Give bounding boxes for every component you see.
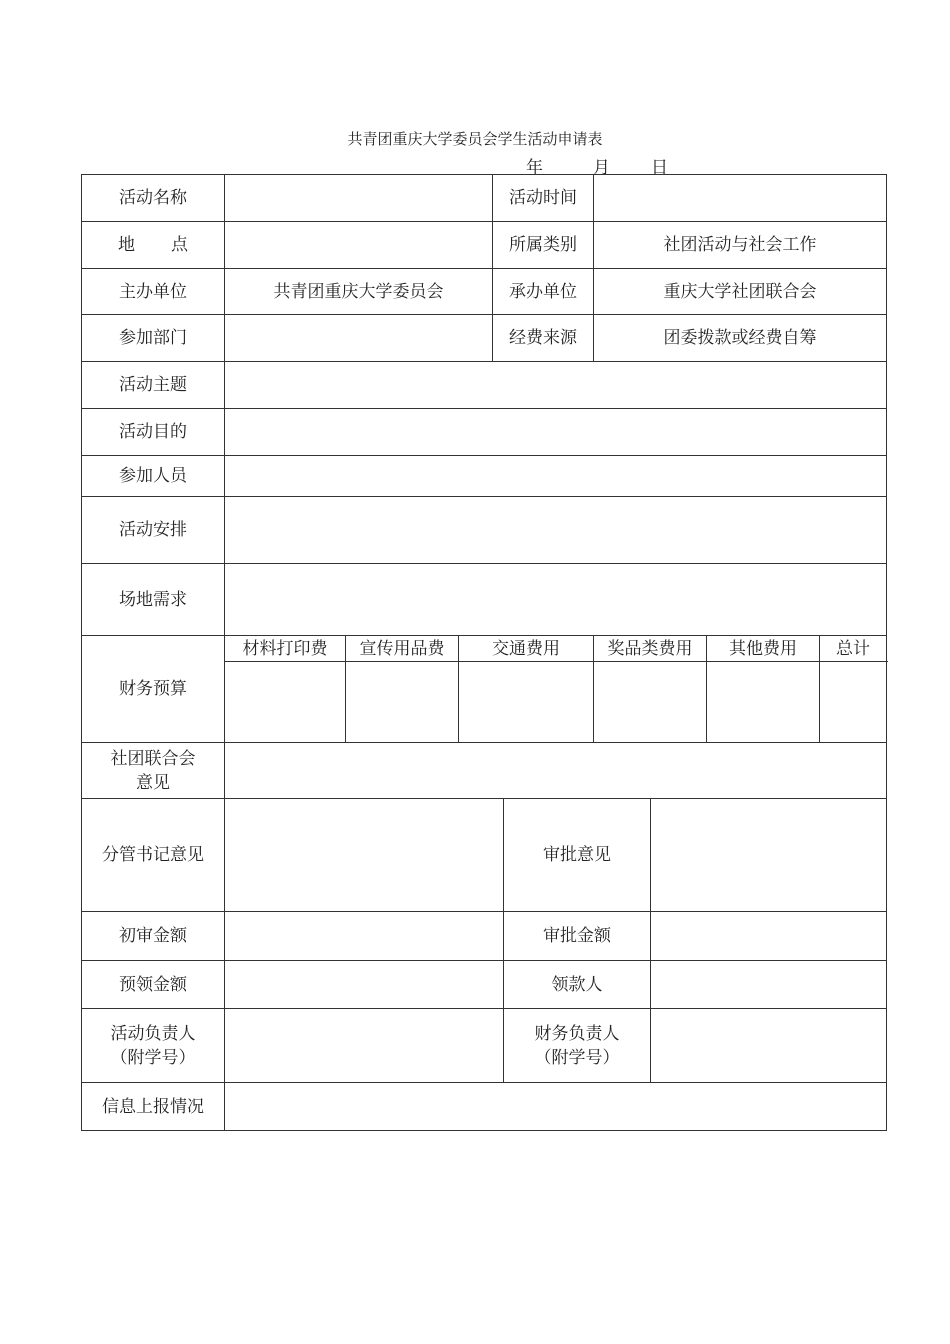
category-label: 所属类别 — [493, 222, 594, 269]
row-schedule — [82, 497, 887, 564]
row-activity-name — [82, 175, 887, 222]
row-budget-headers — [82, 636, 887, 662]
initial-amount-field[interactable] — [225, 912, 504, 961]
finance-leader-label-line2: （附学号） — [534, 1047, 620, 1068]
organizer-value: 重庆大学社团联合会 — [594, 269, 887, 315]
row-host — [82, 269, 887, 315]
organizer-label: 承办单位 — [493, 269, 594, 315]
finance-leader-field[interactable] — [651, 1009, 887, 1083]
budget-col-promo: 宣传用品费 — [346, 636, 459, 662]
budget-total-field[interactable] — [820, 662, 887, 743]
location-label-part1: 地 — [118, 235, 135, 255]
form-lower-table — [81, 798, 887, 1131]
purpose-field[interactable] — [225, 409, 887, 456]
theme-label: 活动主题 — [82, 362, 225, 409]
recipient-field[interactable] — [651, 961, 887, 1009]
row-purpose — [82, 409, 887, 456]
host-label: 主办单位 — [82, 269, 225, 315]
union-opinion-label-line1: 社团联合会 — [110, 748, 196, 769]
secretary-opinion-field[interactable] — [225, 799, 504, 912]
approval-opinion-field[interactable] — [651, 799, 887, 912]
location-label-part2: 点 — [171, 235, 188, 255]
date-month: 月 — [593, 158, 610, 178]
venue-field[interactable] — [225, 564, 887, 636]
budget-label: 财务预算 — [82, 636, 225, 743]
participants-field[interactable] — [225, 456, 887, 497]
form-upper-table — [81, 174, 887, 799]
schedule-label: 活动安排 — [82, 497, 225, 564]
initial-amount-label: 初审金额 — [82, 912, 225, 961]
row-info-report — [82, 1083, 887, 1131]
date-line — [520, 153, 680, 178]
union-opinion-label — [82, 743, 225, 799]
activity-time-label: 活动时间 — [493, 175, 594, 222]
approved-amount-label: 审批金额 — [504, 912, 651, 961]
budget-materials-field[interactable] — [225, 662, 346, 743]
row-participants — [82, 456, 887, 497]
budget-col-total: 总计 — [820, 636, 887, 662]
purpose-label: 活动目的 — [82, 409, 225, 456]
date-year: 年 — [526, 158, 543, 178]
theme-field[interactable] — [225, 362, 887, 409]
row-leaders — [82, 1009, 887, 1083]
activity-name-label: 活动名称 — [82, 175, 225, 222]
location-label — [82, 222, 225, 269]
budget-other-field[interactable] — [707, 662, 820, 743]
finance-leader-label — [504, 1009, 651, 1083]
row-advance — [82, 961, 887, 1009]
row-secretary-opinion — [82, 799, 887, 912]
page-title: 共青团重庆大学委员会学生活动申请表 — [347, 130, 603, 148]
recipient-label: 领款人 — [504, 961, 651, 1009]
participants-label: 参加人员 — [82, 456, 225, 497]
row-union-opinion — [82, 743, 887, 799]
venue-label: 场地需求 — [82, 564, 225, 636]
budget-col-transport: 交通费用 — [459, 636, 594, 662]
funding-value: 团委拨款或经费自筹 — [594, 315, 887, 362]
advance-amount-field[interactable] — [225, 961, 504, 1009]
budget-transport-field[interactable] — [459, 662, 594, 743]
activity-time-field[interactable] — [594, 175, 887, 222]
finance-leader-label-line1: 财务负责人 — [534, 1023, 620, 1044]
approval-opinion-label: 审批意见 — [504, 799, 651, 912]
approved-amount-field[interactable] — [651, 912, 887, 961]
budget-col-prizes: 奖品类费用 — [594, 636, 707, 662]
host-value: 共青团重庆大学委员会 — [225, 269, 493, 315]
activity-leader-field[interactable] — [225, 1009, 504, 1083]
budget-col-other: 其他费用 — [707, 636, 820, 662]
row-amounts — [82, 912, 887, 961]
row-theme — [82, 362, 887, 409]
budget-promo-field[interactable] — [346, 662, 459, 743]
row-location — [82, 222, 887, 269]
activity-leader-label — [82, 1009, 225, 1083]
activity-name-field[interactable] — [225, 175, 493, 222]
row-venue — [82, 564, 887, 636]
activity-leader-label-line2: （附学号） — [110, 1047, 196, 1068]
budget-prizes-field[interactable] — [594, 662, 707, 743]
union-opinion-field[interactable] — [225, 743, 887, 799]
activity-leader-label-line1: 活动负责人 — [110, 1023, 196, 1044]
location-field[interactable] — [225, 222, 493, 269]
info-report-field[interactable] — [225, 1083, 887, 1131]
date-day: 日 — [651, 158, 668, 178]
funding-label: 经费来源 — [493, 315, 594, 362]
secretary-opinion-label: 分管书记意见 — [82, 799, 225, 912]
schedule-field[interactable] — [225, 497, 887, 564]
budget-col-materials: 材料打印费 — [225, 636, 346, 662]
info-report-label: 信息上报情况 — [82, 1083, 225, 1131]
category-value: 社团活动与社会工作 — [594, 222, 887, 269]
application-form — [81, 174, 886, 1131]
departments-field[interactable] — [225, 315, 493, 362]
union-opinion-label-line2: 意见 — [136, 772, 170, 793]
advance-amount-label: 预领金额 — [82, 961, 225, 1009]
departments-label: 参加部门 — [82, 315, 225, 362]
row-departments — [82, 315, 887, 362]
